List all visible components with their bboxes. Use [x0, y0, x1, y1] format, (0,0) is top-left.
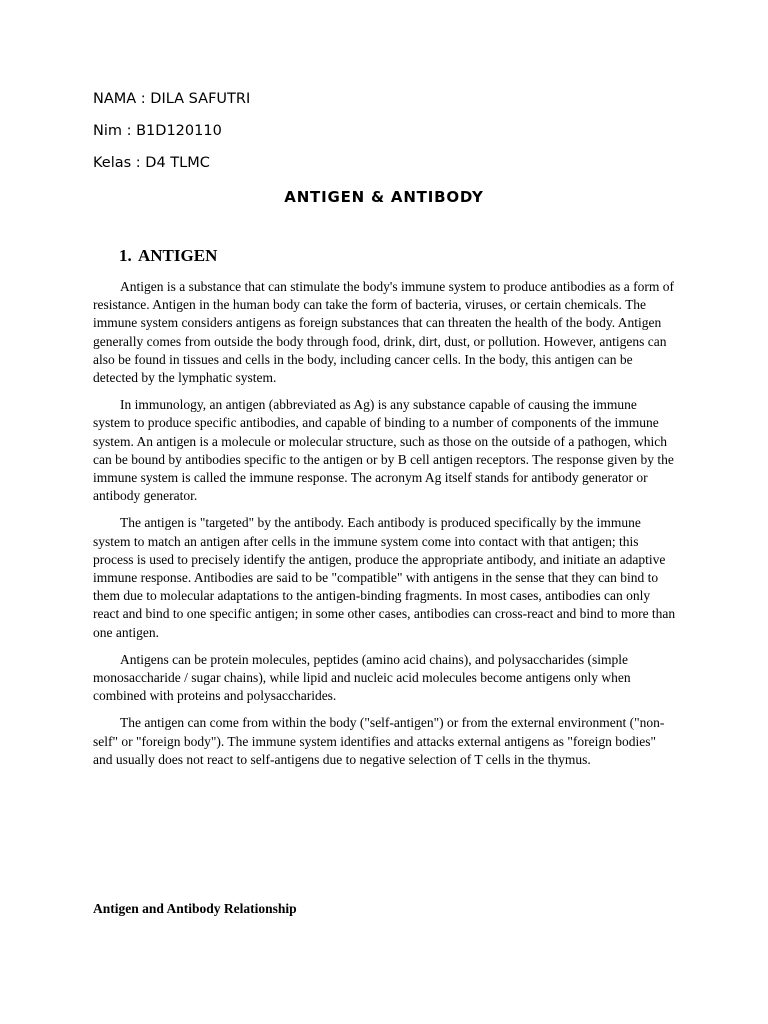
student-nim: Nim : B1D120110	[93, 123, 222, 139]
section-body	[93, 278, 676, 778]
section-number: 1.	[119, 246, 132, 265]
document-title: ANTIGEN & ANTIBODY	[284, 188, 484, 206]
paragraph: In immunology, an antigen (abbreviated as Ag) is any substance capable of causing the immune system to produce specific antibodies, and capable of binding to a number of components of the immune system. An antigen is a molecule or molecular structure, such as those on the outside of a pathogen, which can be bound by antibodies specific to the antigen or by B cell antigen receptors. The response given by the immune system is called the immune response. The acronym Ag itself stands for antibody generator or antibody generator.	[93, 397, 674, 504]
section-heading	[119, 246, 217, 266]
student-name: NAMA : DILA SAFUTRI	[93, 91, 251, 107]
paragraph: Antigens can be protein molecules, peptides (amino acid chains), and polysaccharides (simple monosaccharide / sugar chains), while lipid and nucleic acid molecules become antigens only when combined with proteins and polysaccharides.	[93, 651, 631, 704]
paragraph: The antigen can come from within the body ("self-antigen") or from the external environment ("non-self" or "foreign body"). The immune system identifies and attacks external antigens as "foreign bodies" and usually does not react to self-antigens due to negative selection of T cells in the thymus.	[93, 715, 665, 767]
section-title: ANTIGEN	[138, 246, 218, 265]
subheading: Antigen and Antibody Relationship	[93, 901, 297, 916]
paragraph: The antigen is "targeted" by the antibody. Each antibody is produced specifically by the immune system to match an antigen after cells in the immune system come into contact with that antigen; this process is used to precisely identify the antigen, produce the appropriate antibody, and initiate an adaptive immune response. Antibodies are said to be "compatible" with antigens in the sense that they can bind to them due to molecular adaptations to the antigen-binding fragments. In most cases, antibodies can only react and bind to one specific antigen; in some other cases, antibodies can cross-react and bind to more than one antigen.	[93, 515, 676, 640]
student-class: Kelas : D4 TLMC	[93, 155, 210, 171]
paragraph: Antigen is a substance that can stimulate the body's immune system to produce antibodies as a form of resistance. Antigen in the human body can take the form of bacteria, viruses, or certain chemicals. The immune system considers antigens as foreign substances that can threaten the health of the body. Antigen generally comes from outside the body through food, drink, dirt, dust, or pollution. However, antigens can also be found in tissues and cells in the body, including cancer cells. In the body, this antigen can be detected by the lymphatic system.	[93, 279, 674, 386]
